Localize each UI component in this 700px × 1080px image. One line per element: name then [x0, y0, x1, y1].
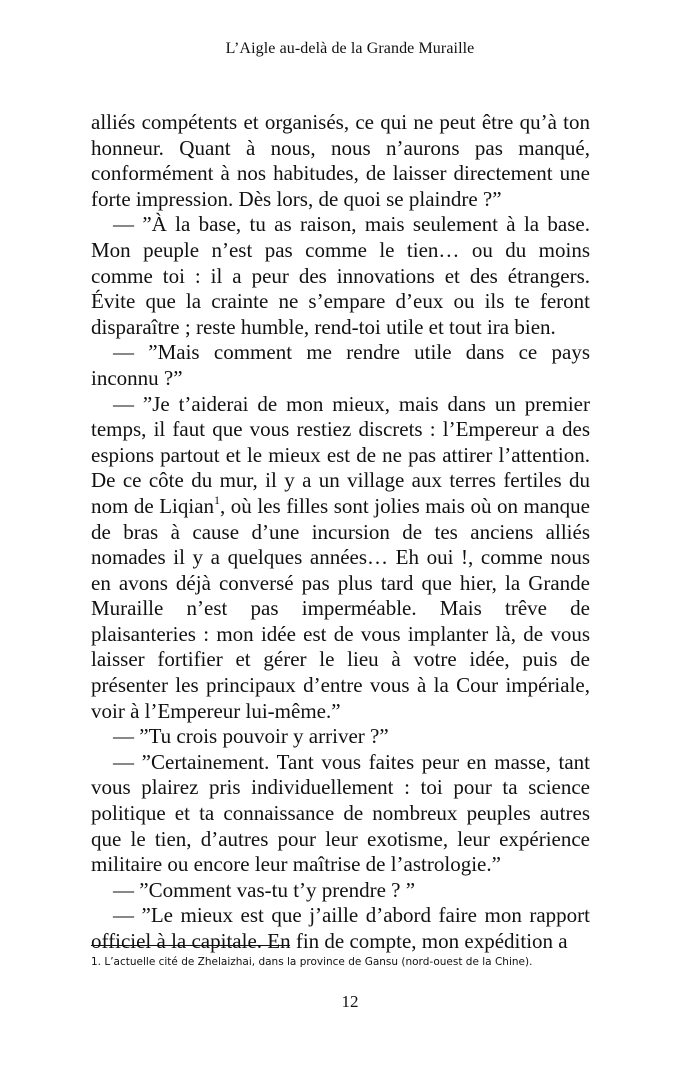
running-header: L’Aigle au-delà de la Grande Muraille [225, 40, 475, 57]
paragraph-with-footnote [91, 392, 590, 725]
footnote-reference: 1 [214, 492, 221, 507]
body-text [91, 110, 590, 955]
paragraph: — ”Comment vas-tu t’y prendre ? ” [113, 877, 416, 902]
paragraph-text-part: , où les filles sont jolies mais où on manque de bras à cause d’une incursion de tes anciens alliés nomades il y a quelques années… Eh oui !, comme nous en avons déjà conversé pas plus tard que hier, la Grande Muraille n’est pas imperméable. Mais trêve de plaisanteries : mon idée est de vous implanter là, de vous laisser fortifier et gérer le lieu à votre idée, puis de présenter les principaux d’entre vous à la Cour impériale, voir à l’Empereur lui-même.” [91, 493, 590, 723]
paragraph: alliés compétents et organisés, ce qui ne peut être qu’à ton honneur. Quant à nous, nous n’aurons pas manqué, conformément à nos habitudes, de laisser directement une forte impression. Dès lors, de quoi se plaindre ?” [91, 110, 590, 211]
footnote: 1. L’actuelle cité de Zhelaizhai, dans la province de Gansu (nord-ouest de la Chine). [91, 956, 533, 968]
paragraph: — ”Tu crois pouvoir y arriver ?” [113, 724, 389, 749]
paragraph: — ”Le mieux est que j’aille d’abord faire mon rapport officiel à la capitale. En fin de compte, mon expédition a [91, 903, 590, 953]
page-number: 12 [341, 992, 359, 1011]
footnote-divider [91, 945, 290, 946]
paragraph: — ”Certainement. Tant vous faites peur en masse, tant vous plairez pris individuellement : toi pour ta science politique et ta connaissance de nombreux peuples autres que le tien, d’autres pour leur exotisme, leur expérience militaire ou encore leur maîtrise de l’astrologie.” [91, 749, 590, 877]
paragraph: — ”À la base, tu as raison, mais seulement à la base. Mon peuple n’est pas comme le tien… ou du moins comme toi : il a peur des innovations et des étrangers. Évite que la crainte ne s’empare d’eux ou ils te feront disparaître ; reste humble, rend-toi utile et tout ira bien. [91, 212, 590, 339]
paragraph: — ”Mais comment me rendre utile dans ce pays inconnu ?” [91, 340, 590, 390]
paragraph-text-part: — ”Je t’aiderai de mon mieux, mais dans un premier temps, il faut que vous restiez discrets : l’Empereur a des espions partout et le mieux est de ne pas attirer l’attention. De ce côte du mur, il y a un village aux terres fertiles du nom de Liqian [91, 391, 590, 518]
